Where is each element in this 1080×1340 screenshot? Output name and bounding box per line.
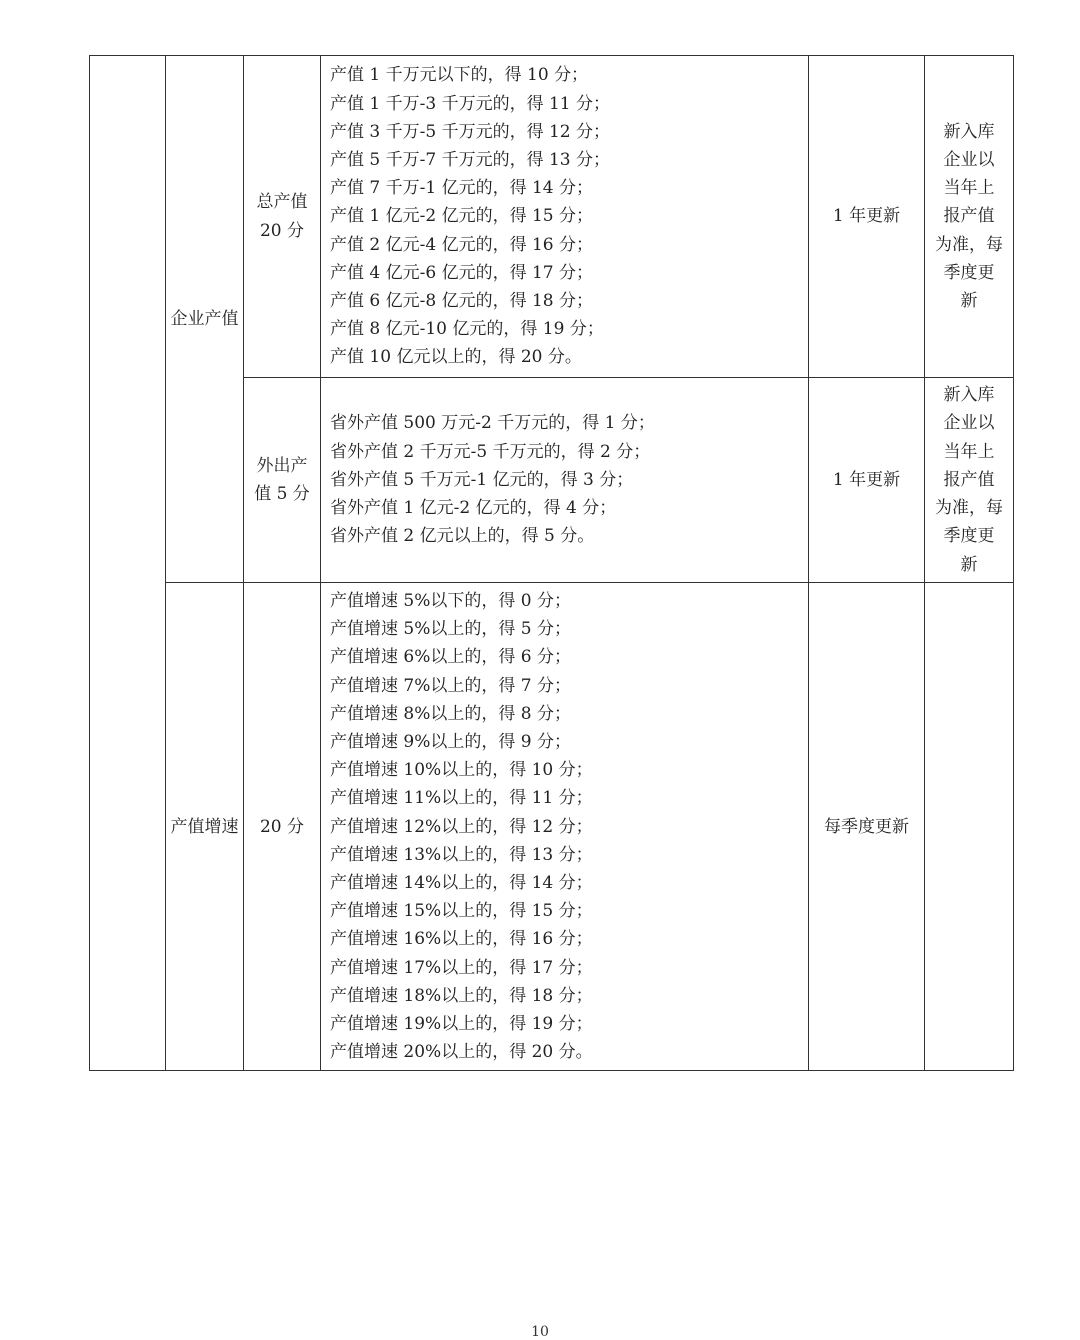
rule-line: 产值增速 13%以上的，得 13 分； — [330, 844, 593, 865]
rule-line: 产值增速 18%以上的，得 18 分； — [330, 985, 593, 1006]
remark-label: 新入库 企业以 当年上 报产值 为准，每 季度更 新 — [935, 385, 1003, 575]
rule-line: 产值增速 10%以上的，得 10 分； — [330, 760, 593, 781]
rule-line: 产值增速 15%以上的，得 15 分； — [330, 901, 593, 922]
rule-line: 产值增速 6%以上的，得 6 分； — [330, 647, 571, 668]
blank-cell — [90, 56, 166, 1071]
category-label: 产值增速 — [170, 816, 239, 837]
rule-line: 产值增速 9%以上的，得 9 分； — [330, 732, 571, 753]
rule-line: 省外产值 2 亿元以上的，得 5 分。 — [330, 526, 595, 547]
table-row — [90, 583, 1014, 1071]
rule-line: 产值 1 千万元以下的，得 10 分； — [330, 65, 589, 86]
rule-line: 省外产值 5 千万元-1 亿元的，得 3 分； — [330, 469, 634, 490]
rule-line: 产值 3 千万-5 千万元的，得 12 分； — [330, 121, 611, 142]
rule-line: 省外产值 500 万元-2 千万元的，得 1 分； — [330, 413, 655, 434]
rule-line: 产值增速 19%以上的，得 19 分； — [330, 1014, 593, 1035]
update-label: 1 年更新 — [832, 469, 901, 490]
rule-line: 产值增速 11%以上的，得 11 分； — [330, 788, 593, 809]
rules-cell-growth — [321, 583, 809, 1071]
table-row — [90, 56, 1014, 378]
page-number: 10 — [531, 1324, 549, 1340]
rule-line: 产值增速 20%以上的，得 20 分。 — [330, 1042, 593, 1063]
rule-line: 产值 10 亿元以上的，得 20 分。 — [330, 347, 582, 368]
rule-line: 产值增速 8%以上的，得 8 分； — [330, 703, 571, 724]
scoring-table — [89, 55, 1014, 1071]
rule-line: 产值 5 千万-7 千万元的，得 13 分； — [330, 149, 611, 170]
rule-line: 产值 7 千万-1 亿元的，得 14 分； — [330, 178, 594, 199]
rule-line: 产值 1 千万-3 千万元的，得 11 分； — [330, 93, 611, 114]
rule-line: 产值增速 14%以上的，得 14 分； — [330, 873, 593, 894]
rule-line: 产值 1 亿元-2 亿元的，得 15 分； — [330, 206, 594, 227]
item-cell-outside-output — [244, 378, 321, 583]
remark-cell-growth — [925, 583, 1014, 1071]
item-label: 总产值 20 分 — [256, 192, 308, 241]
rule-line: 产值 8 亿元-10 亿元的，得 19 分； — [330, 319, 604, 340]
rule-line: 产值 2 亿元-4 亿元的，得 16 分； — [330, 234, 594, 255]
rule-line: 产值增速 5%以下的，得 0 分； — [330, 591, 571, 611]
category-cell-output-value — [166, 56, 244, 583]
remark-cell-total-output — [925, 56, 1014, 378]
rule-line: 省外产值 1 亿元-2 亿元的，得 4 分； — [330, 498, 617, 519]
rule-line: 省外产值 2 千万元-5 千万元的，得 2 分； — [330, 441, 651, 462]
rule-line: 产值增速 17%以上的，得 17 分； — [330, 957, 593, 978]
rule-line: 产值增速 12%以上的，得 12 分； — [330, 816, 593, 837]
rule-line: 产值增速 5%以上的，得 5 分； — [330, 619, 571, 640]
rule-line: 产值增速 16%以上的，得 16 分； — [330, 929, 593, 950]
rules-cell-outside-output — [321, 378, 809, 583]
rule-line: 产值 4 亿元-6 亿元的，得 17 分； — [330, 262, 594, 283]
update-label: 每季度更新 — [824, 816, 909, 837]
item-label: 20 分 — [259, 816, 305, 837]
update-cell-growth — [809, 583, 925, 1071]
category-label: 企业产值 — [170, 308, 239, 329]
remark-label: 新入库 企业以 当年上 报产值 为准，每 季度更 新 — [935, 121, 1003, 311]
rules-cell-total-output — [321, 56, 809, 378]
item-cell-total-output — [244, 56, 321, 378]
remark-cell-outside-output — [925, 378, 1014, 583]
update-label: 1 年更新 — [832, 206, 901, 227]
item-cell-growth — [244, 583, 321, 1071]
category-cell-growth — [166, 583, 244, 1071]
item-label: 外出产 值 5 分 — [254, 455, 310, 504]
update-cell-outside-output — [809, 378, 925, 583]
update-cell-total-output — [809, 56, 925, 378]
rule-line: 产值增速 7%以上的，得 7 分； — [330, 675, 571, 696]
rule-line: 产值 6 亿元-8 亿元的，得 18 分； — [330, 291, 594, 311]
